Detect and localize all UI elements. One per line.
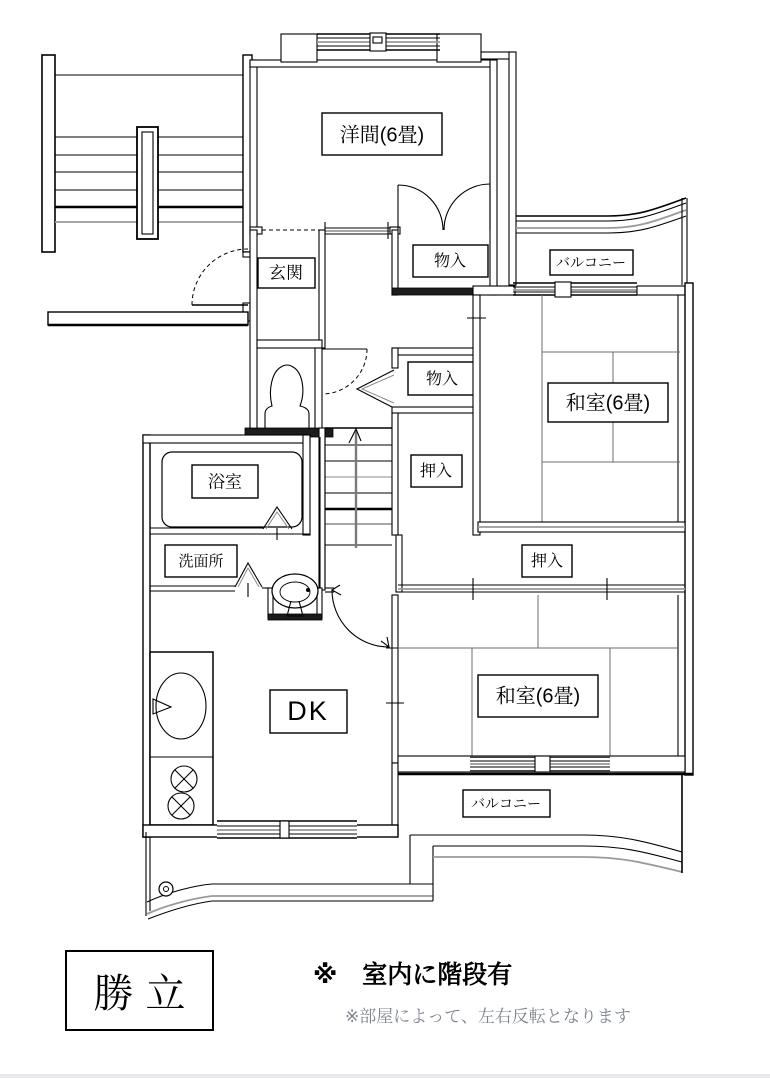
- entrance-landing: [48, 312, 248, 325]
- closet-small-label: [411, 455, 462, 487]
- japanese-room-bottom: [398, 595, 693, 774]
- drain-icon: [159, 882, 173, 896]
- internal-stairs: [319, 428, 392, 590]
- washroom-label: [165, 545, 237, 577]
- note-stairs-inside: ※ 室内に階段有: [313, 961, 513, 989]
- double-door-icon: [398, 184, 490, 230]
- storage-top: [392, 230, 497, 295]
- folding-door-icon: [357, 370, 394, 408]
- window-dk-icon: [217, 821, 357, 838]
- balcony-bottom-label-text: バルコニー: [471, 795, 541, 812]
- balcony-bottom: [146, 775, 682, 919]
- western-room-label-text: 洋間(6畳): [339, 124, 425, 147]
- window-top-icon: [281, 33, 481, 62]
- kitchen-counter: [150, 652, 213, 825]
- closet-small-label-text: 押入: [419, 463, 453, 481]
- japanese-room-top-label: [548, 383, 668, 422]
- japanese-room-bottom-label: [478, 675, 598, 717]
- balcony-top-label: [550, 250, 633, 275]
- storage-mid-label: [408, 362, 477, 395]
- balcony-top: [473, 198, 687, 297]
- entrance-area: [250, 230, 325, 432]
- dining-kitchen-label-text: DK: [287, 696, 329, 727]
- storage-top-label: [413, 245, 488, 277]
- storage-top-label-text: 物入: [433, 253, 467, 271]
- plan-title: 勝立: [93, 971, 198, 1016]
- balcony-bottom-label: [463, 790, 550, 817]
- balcony-top-label-text: バルコニー: [556, 254, 626, 271]
- toilet-icon: [265, 365, 309, 428]
- exterior-stairs: [42, 55, 252, 325]
- western-room-label: [322, 113, 442, 155]
- closet-wide-label-text: 押入: [530, 553, 564, 571]
- window-balcony-bottom-icon: [470, 756, 610, 772]
- dining-kitchen-label: [270, 690, 347, 733]
- bathroom-label-text: 浴室: [208, 472, 242, 492]
- entrance-label-text: 玄関: [269, 263, 303, 283]
- japanese-room-top-label-text: 和室(6畳): [565, 392, 651, 415]
- hall-dk-door-arc: [325, 585, 389, 647]
- entrance-label: [258, 258, 315, 288]
- washroom-bifold-door-icon: [235, 563, 262, 597]
- plan-title-box: [65, 950, 214, 1031]
- image-bottom-edge: [0, 1074, 770, 1078]
- storage-mid-label-text: 物入: [425, 371, 459, 389]
- window-balcony-top-icon: [473, 282, 685, 297]
- dining-kitchen: [143, 595, 404, 838]
- closet-wide-label: [522, 545, 572, 577]
- japanese-room-bottom-label-text: 和室(6畳): [495, 685, 581, 708]
- closet-wide: [396, 535, 685, 600]
- washbasin-icon: [268, 574, 322, 620]
- storage-column: [357, 348, 478, 535]
- stair-handrail: [137, 127, 158, 239]
- washroom-label-text: 洗面所: [178, 552, 224, 570]
- note-mirrored-layout: ※部屋によって、左右反転となります: [345, 1007, 631, 1026]
- bath-bifold-door-icon: [263, 507, 292, 540]
- entrance-door-arc: [192, 249, 248, 305]
- bathroom-label: [192, 465, 258, 498]
- toilet-room: [245, 340, 367, 437]
